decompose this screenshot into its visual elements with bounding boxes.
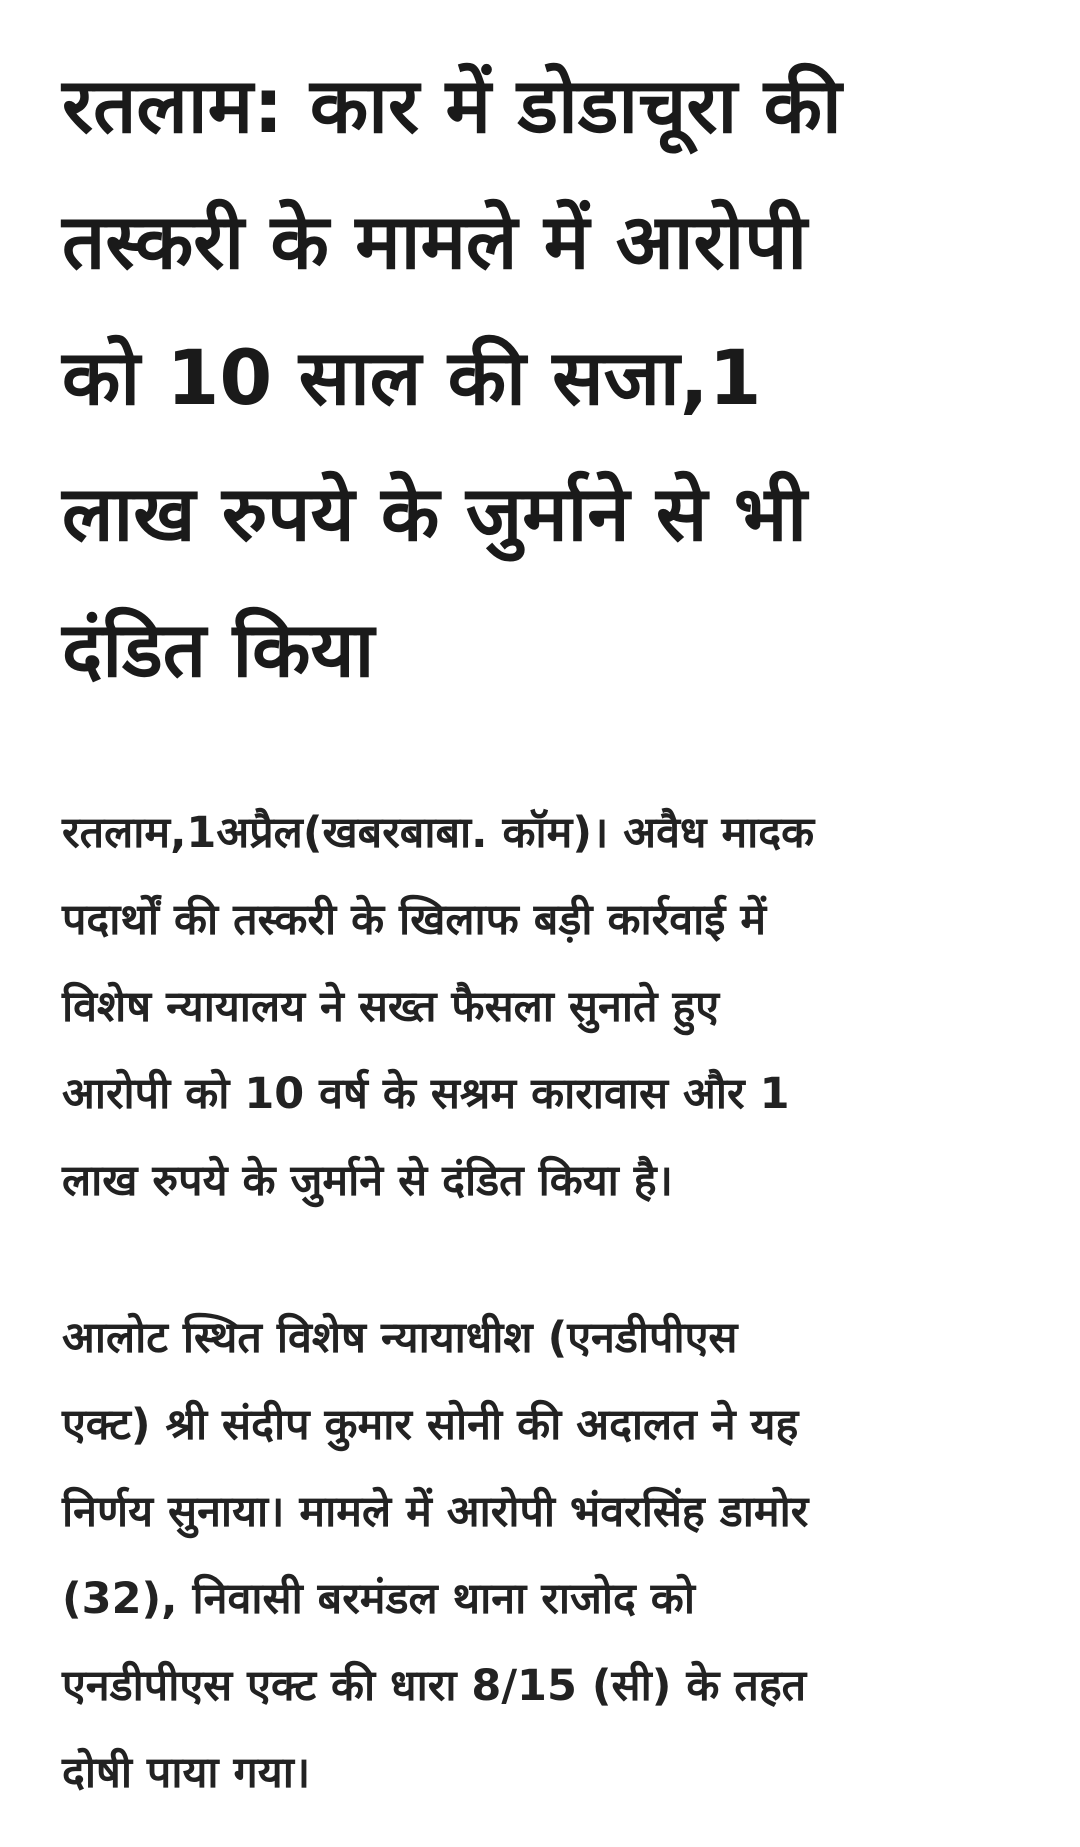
paragraph-line: आलोट स्थित विशेष न्यायाधीश (एनडीपीएस	[62, 1313, 738, 1363]
article-headline	[62, 38, 1042, 718]
paragraph-line: दोषी पाया गया।	[62, 1748, 311, 1798]
paragraph-line: (32), निवासी बरमंडल थाना राजोद को	[62, 1574, 695, 1624]
paragraph-line: एक्ट) श्री संदीप कुमार सोनी की अदालत ने यह	[62, 1400, 799, 1450]
article-paragraph-2	[62, 1295, 1042, 1817]
headline-line: दंडित किया	[62, 605, 375, 694]
headline-line: लाख रुपये के जुर्माने से भी	[62, 469, 807, 558]
paragraph-line: रतलाम,1अप्रैल(खबरबाबा. कॉम)। अवैध मादक	[62, 808, 815, 858]
paragraph-line: निर्णय सुनाया। मामले में आरोपी भंवरसिंह डामोर	[62, 1487, 809, 1537]
paragraph-line: आरोपी को 10 वर्ष के सश्रम कारावास और 1	[62, 1069, 790, 1119]
headline-line: तस्करी के मामले में आरोपी	[62, 197, 808, 286]
headline-line: रतलाम: कार में डोडाचूरा की	[62, 61, 842, 150]
paragraph-line: एनडीपीएस एक्ट की धारा 8/15 (सी) के तहत	[62, 1661, 807, 1711]
paragraph-line: लाख रुपये के जुर्माने से दंडित किया है।	[62, 1156, 673, 1206]
headline-line: को 10 साल की सजा,1	[62, 333, 762, 422]
paragraph-line: पदार्थों की तस्करी के खिलाफ बड़ी कार्रवाई में	[62, 895, 767, 945]
article	[62, 38, 1042, 1817]
paragraph-line: विशेष न्यायालय ने सख्त फैसला सुनाते हुए	[62, 982, 720, 1032]
article-paragraph-1	[62, 790, 1042, 1225]
